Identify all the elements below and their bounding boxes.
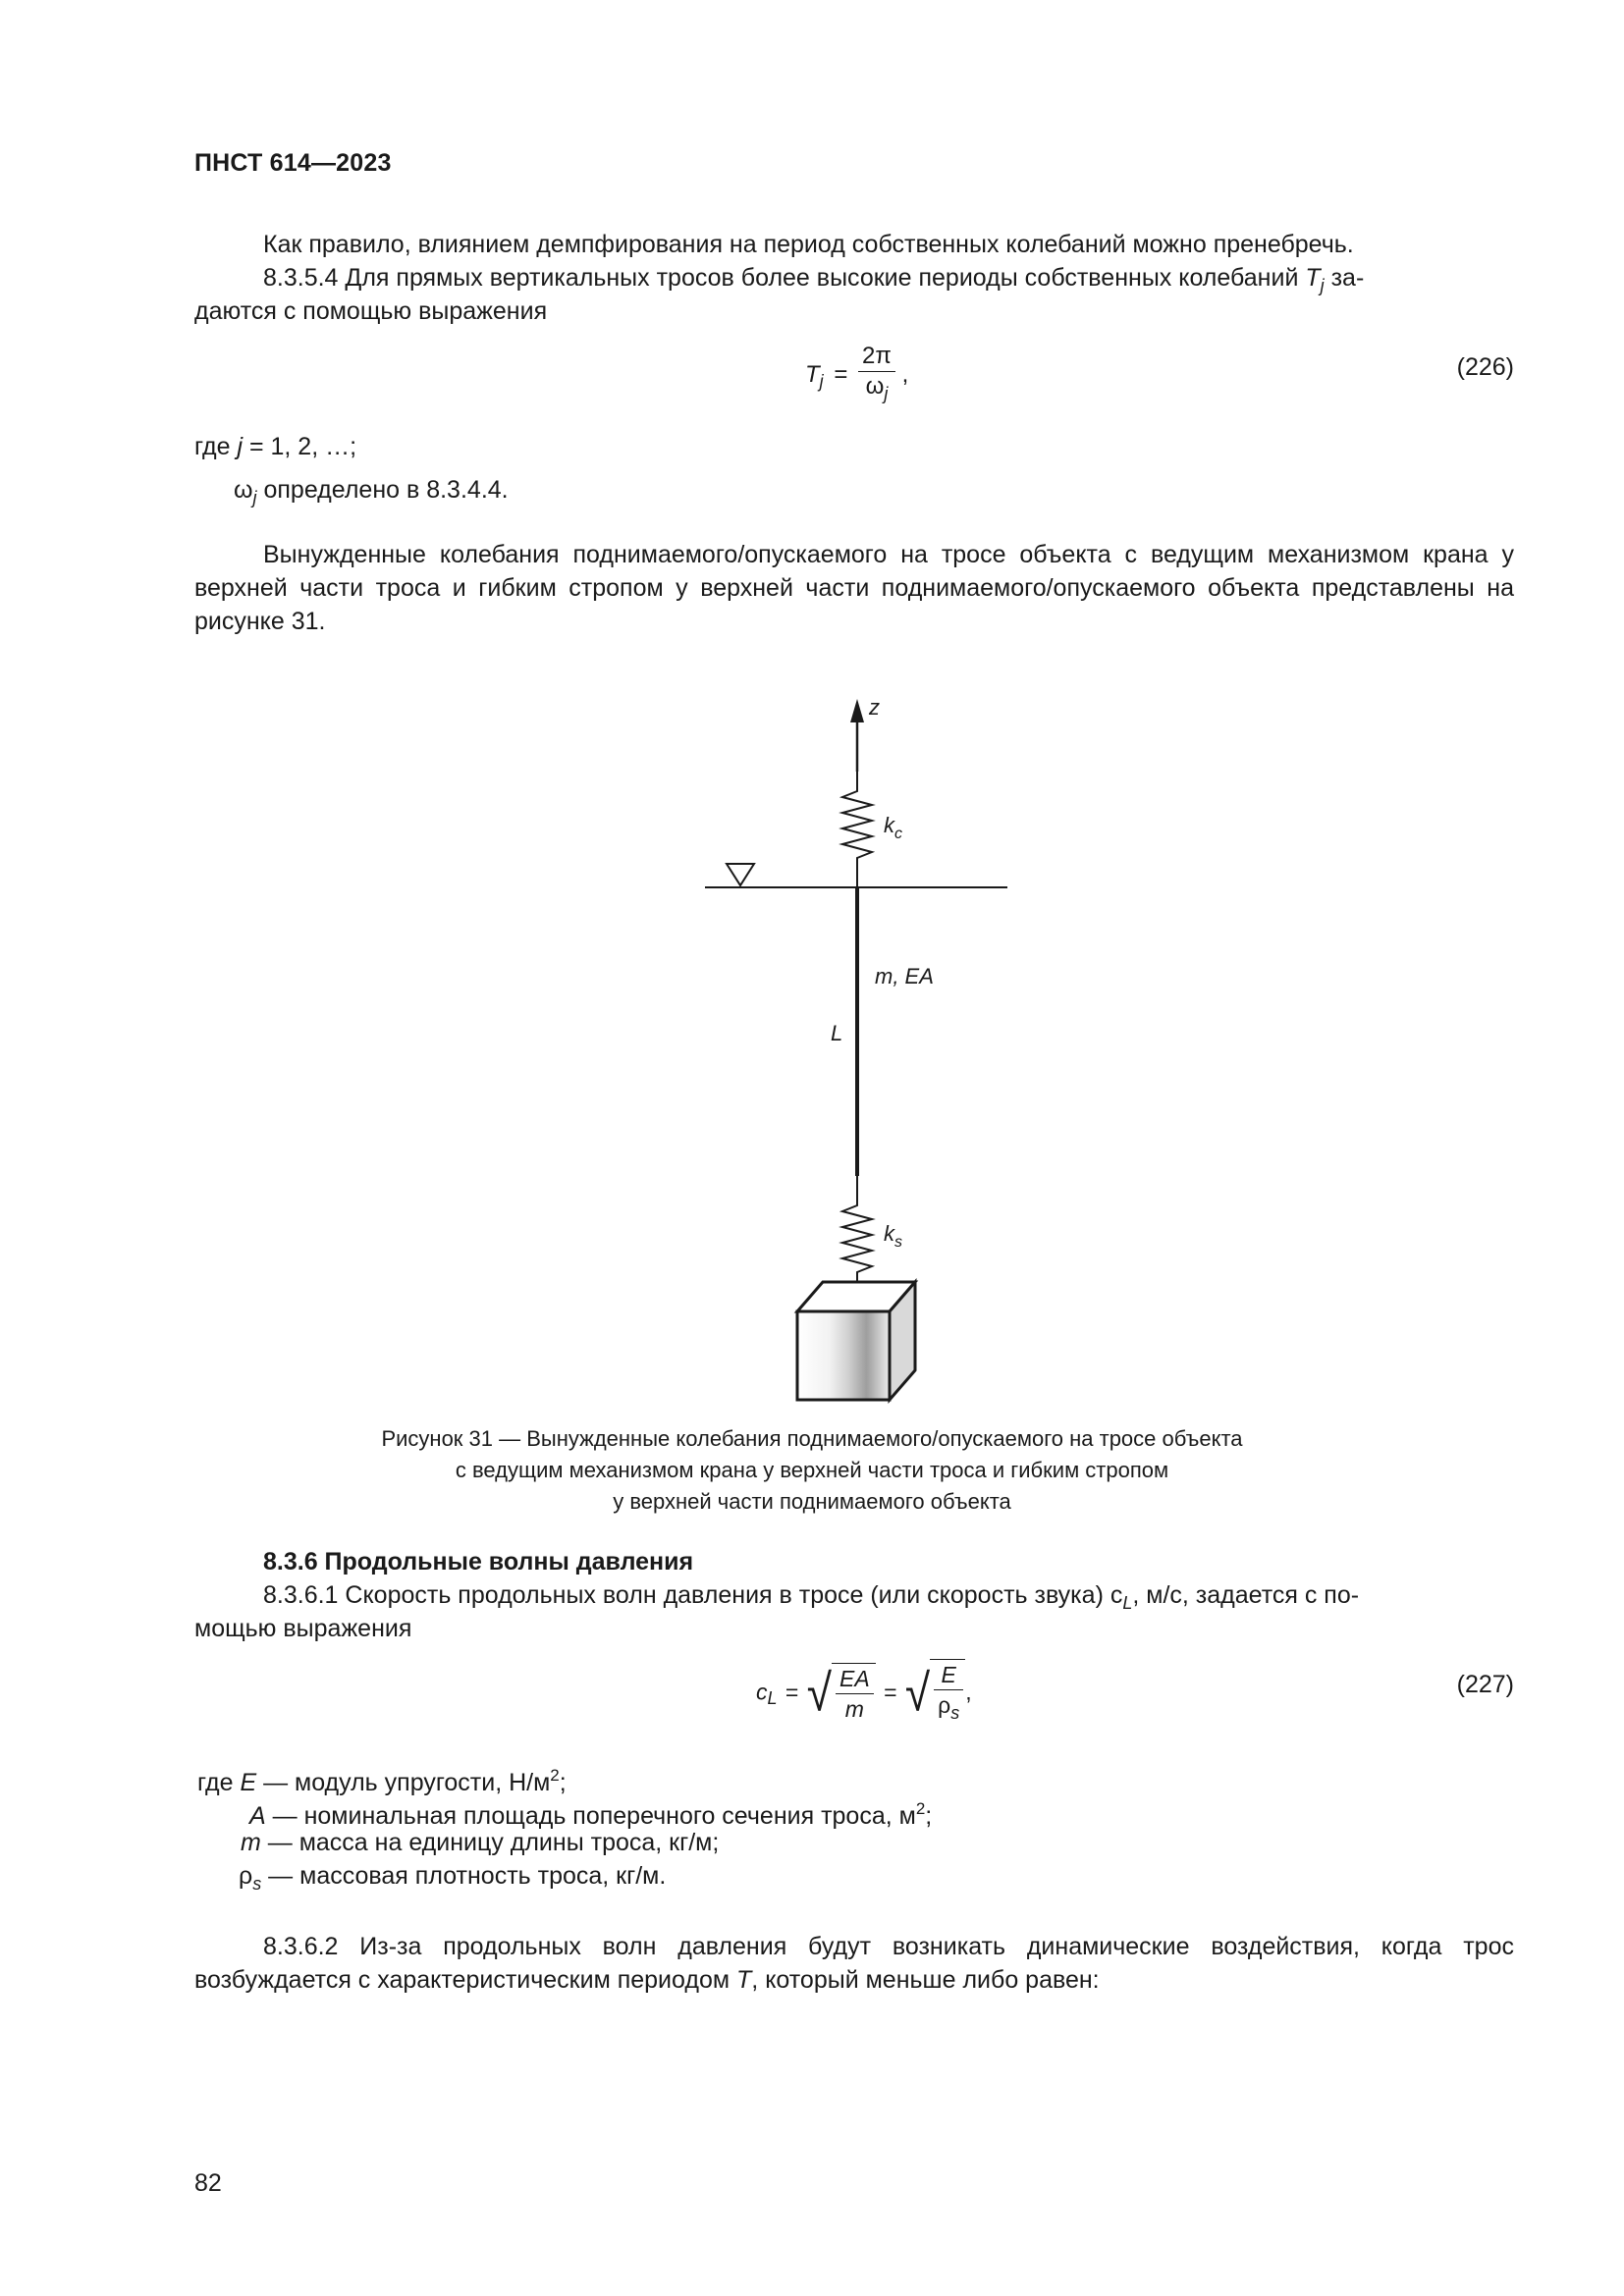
eq-equals-1: =	[785, 1679, 799, 1705]
sqrt-sign-icon: √	[806, 1663, 832, 1722]
symbol-cL-sub: L	[1122, 1593, 1133, 1613]
paragraph-text: , м/с, задается с по-	[1132, 1581, 1360, 1609]
eq-lhs-sub: L	[767, 1688, 778, 1709]
def-symbol: A	[249, 1802, 266, 1830]
symbol-subscript: j	[1320, 276, 1325, 295]
eq-numerator: 2π	[858, 344, 895, 372]
standard-id: ПНСТ 614—2023	[194, 149, 392, 177]
where-text: = 1, 2, …;	[243, 433, 357, 460]
label-kc	[884, 813, 902, 843]
eq-equals: =	[834, 361, 848, 388]
definition-rho	[239, 1859, 666, 1900]
eq-equals-2: =	[884, 1679, 897, 1705]
spring-top	[842, 772, 872, 887]
def-text: — номинальная площадь поперечного сечения троса, м	[265, 1802, 916, 1830]
label-kc-sub: c	[894, 826, 902, 842]
paragraph-text: 8.3.6.2 Из-за продольных волн давления будут возникать динамические воздействия, когда трос возбуждается с характеристическим периодом	[194, 1933, 1514, 1994]
paragraph-text: , который меньше либо равен:	[751, 1966, 1100, 1994]
def-sup: 2	[550, 1766, 560, 1785]
paragraph-8-3-5-4-line2: даются с помощью выражения	[194, 297, 548, 325]
def-symbol-sub: s	[252, 1874, 262, 1894]
eq-tail: ,	[965, 1679, 972, 1705]
water-level-symbol	[727, 864, 754, 885]
def-text: — массовая плотность троса, кг/м.	[261, 1862, 667, 1890]
def-text: — модуль упругости, Н/м	[256, 1769, 551, 1796]
spring-bottom	[842, 1176, 872, 1282]
figure-caption-line-2: с ведущим механизмом крана у верхней части троса и гибким стропом	[455, 1458, 1169, 1482]
def-sup: 2	[915, 1799, 926, 1818]
eq-den-symbol: ω	[865, 373, 885, 400]
label-L: L	[831, 1021, 843, 1045]
paragraph-8-3-6-1	[263, 1578, 1514, 1620]
label-ks-sub: s	[894, 1234, 902, 1251]
eq-fraction-1	[836, 1666, 874, 1722]
eq-lhs: c	[756, 1679, 768, 1705]
eq-den-1: m	[844, 1696, 864, 1722]
label-ks-k: k	[884, 1221, 894, 1246]
label-kc-k: k	[884, 813, 894, 837]
eq-den-sub: j	[884, 384, 889, 403]
def-end: ;	[925, 1802, 933, 1830]
def-symbol: E	[240, 1769, 257, 1796]
eq-den-2	[934, 1690, 963, 1726]
symbol-j: j	[237, 433, 243, 460]
section-heading: 8.3.6 Продольные волны давления	[263, 1548, 694, 1575]
equation-number-226: (226)	[1456, 353, 1514, 381]
label-z: z	[869, 695, 880, 720]
page-number: 82	[194, 2169, 222, 2197]
eq-lhs-sub: j	[819, 371, 824, 392]
equation-number-227: (227)	[1456, 1671, 1514, 1698]
where-text: определено в 8.3.4.4.	[256, 476, 509, 504]
def-symbol: ρ	[239, 1862, 253, 1890]
label-ks	[884, 1221, 902, 1252]
eq-sqrt-2	[905, 1659, 965, 1726]
symbol-omega: ω	[234, 476, 253, 504]
paragraph-text: 8.3.6.1 Скорость продольных волн давления в тросе (или скорость звука) c	[263, 1581, 1123, 1609]
figure-caption-line-1: Рисунок 31 — Вынужденные колебания поднимаемого/опускаемого на тросе объекта	[381, 1426, 1243, 1451]
paragraph-forced-oscillations: Вынужденные колебания поднимаемого/опускаемого на тросе объекта с ведущим механизмом крана у верхней части троса и гибким стропом у верхней части поднимаемого/опускаемого объекта представлены на рисунке 31.	[194, 541, 1514, 635]
paragraph-8-3-6-2	[194, 1930, 1514, 1997]
eq-sqrt-1	[807, 1663, 876, 1722]
def-symbol: m	[241, 1829, 261, 1856]
eq-num-2: E	[934, 1662, 963, 1690]
eq-tail: ,	[901, 361, 909, 388]
z-axis-arrow	[850, 699, 864, 722]
figure-caption-line-3: у верхней части поднимаемого объекта	[613, 1489, 1011, 1514]
where-prefix: где	[194, 433, 238, 460]
paragraph-text: 8.3.5.4 Для прямых вертикальных тросов более высокие периоды собственных колебаний	[263, 264, 1306, 292]
eq-lhs: T	[805, 361, 820, 388]
equation-227	[756, 1659, 972, 1726]
paragraph-text: за-	[1324, 264, 1365, 292]
def-end: ;	[559, 1769, 567, 1796]
symbol-omega-sub: j	[252, 488, 257, 507]
lifted-object	[797, 1282, 915, 1400]
eq-den-2-sub: s	[950, 1703, 960, 1723]
definition-m	[241, 1826, 719, 1859]
sqrt-sign-icon: √	[904, 1663, 931, 1722]
eq-fraction-2	[934, 1662, 963, 1726]
sqrt-body	[832, 1663, 876, 1722]
label-m-ea: m, EA	[875, 964, 934, 988]
def-text: — масса на единицу длины троса, кг/м;	[260, 1829, 720, 1856]
paragraph-text: Как правило, влиянием демпфирования на период собственных колебаний можно пренебречь.	[263, 231, 1354, 258]
symbol-T: T	[1305, 264, 1321, 292]
eq-den-2-symbol: ρ	[938, 1692, 951, 1718]
symbol-T: T	[736, 1966, 752, 1994]
def-prefix: где	[197, 1769, 241, 1796]
eq-num-1: EA	[836, 1666, 874, 1694]
sqrt-body	[930, 1659, 965, 1726]
paragraph-8-3-6-1-line2: мощью выражения	[194, 1615, 412, 1642]
